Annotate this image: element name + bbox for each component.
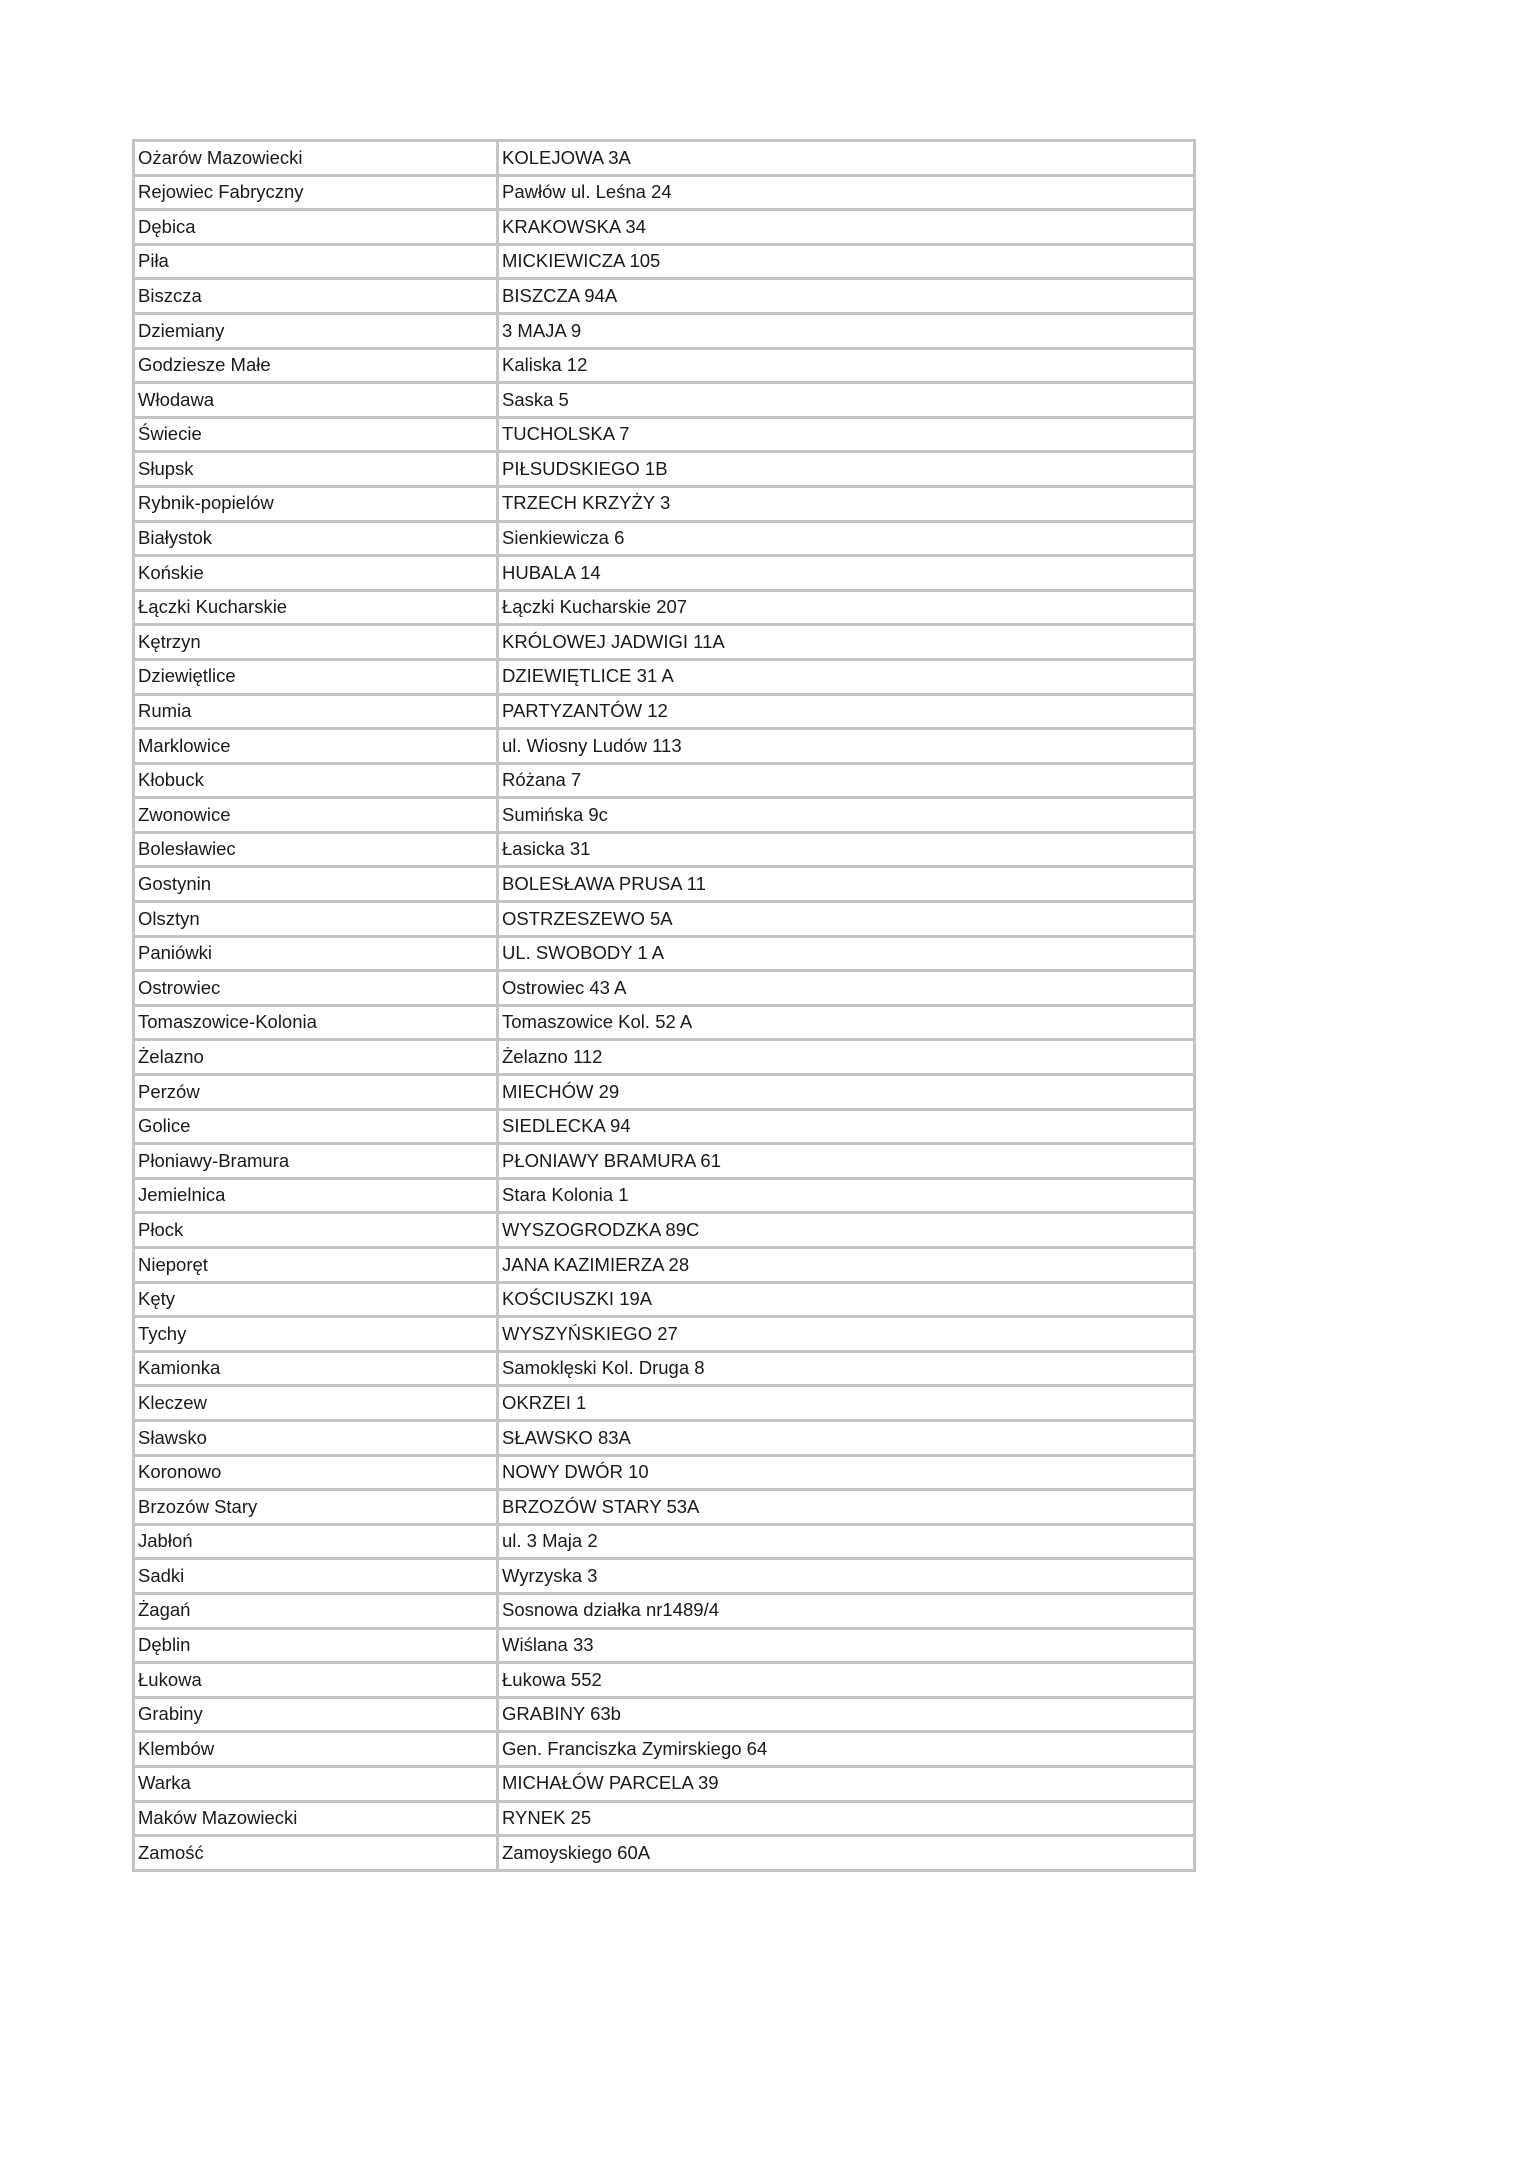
table-row [134, 1213, 1195, 1248]
address-cell: BOLESŁAWA PRUSA 11 [498, 867, 1195, 902]
town-cell: Płock [134, 1213, 498, 1248]
table-row [134, 590, 1195, 625]
address-cell: Pawłów ul. Leśna 24 [498, 175, 1195, 210]
address-cell: Tomaszowice Kol. 52 A [498, 1005, 1195, 1040]
town-cell: Świecie [134, 417, 498, 452]
address-cell: Wyrzyska 3 [498, 1559, 1195, 1594]
town-cell: Grabiny [134, 1697, 498, 1732]
table-row [134, 141, 1195, 176]
table-row [134, 1178, 1195, 1213]
table-row [134, 729, 1195, 764]
address-cell: BISZCZA 94A [498, 279, 1195, 314]
address-cell: MICKIEWICZA 105 [498, 244, 1195, 279]
town-cell: Perzów [134, 1075, 498, 1110]
address-cell: RYNEK 25 [498, 1801, 1195, 1836]
address-cell: Sienkiewicza 6 [498, 521, 1195, 556]
table-row [134, 1801, 1195, 1836]
town-cell: Warka [134, 1766, 498, 1801]
address-cell: Zamoyskiego 60A [498, 1836, 1195, 1871]
town-cell: Dębica [134, 210, 498, 245]
table-row [134, 244, 1195, 279]
town-cell: Ostrowiec [134, 971, 498, 1006]
address-cell: ul. 3 Maja 2 [498, 1524, 1195, 1559]
town-cell: Rejowiec Fabryczny [134, 175, 498, 210]
table-row [134, 313, 1195, 348]
town-cell: Marklowice [134, 729, 498, 764]
table-row [134, 1317, 1195, 1352]
address-cell: BRZOZÓW STARY 53A [498, 1490, 1195, 1525]
table-row [134, 1248, 1195, 1283]
address-cell: JANA KAZIMIERZA 28 [498, 1248, 1195, 1283]
address-cell: HUBALA 14 [498, 556, 1195, 591]
town-cell: Gostynin [134, 867, 498, 902]
town-cell: Golice [134, 1109, 498, 1144]
table-row [134, 971, 1195, 1006]
address-cell: 3 MAJA 9 [498, 313, 1195, 348]
town-cell: Piła [134, 244, 498, 279]
table-row [134, 1559, 1195, 1594]
town-cell: Nieporęt [134, 1248, 498, 1283]
address-cell: OKRZEI 1 [498, 1386, 1195, 1421]
table-row [134, 832, 1195, 867]
table-row [134, 1455, 1195, 1490]
address-cell: Żelazno 112 [498, 1040, 1195, 1075]
table-row [134, 867, 1195, 902]
table-row [134, 1697, 1195, 1732]
table-row [134, 521, 1195, 556]
table-row [134, 936, 1195, 971]
town-cell: Dziewiętlice [134, 659, 498, 694]
town-cell: Rybnik-popielów [134, 486, 498, 521]
table-row [134, 798, 1195, 833]
town-cell: Dęblin [134, 1628, 498, 1663]
table-row [134, 1351, 1195, 1386]
town-cell: Olsztyn [134, 902, 498, 937]
table-row [134, 1144, 1195, 1179]
table-row [134, 556, 1195, 591]
town-cell: Koronowo [134, 1455, 498, 1490]
town-cell: Kleczew [134, 1386, 498, 1421]
town-cell: Sławsko [134, 1420, 498, 1455]
address-cell: ul. Wiosny Ludów 113 [498, 729, 1195, 764]
town-cell: Żagań [134, 1593, 498, 1628]
town-cell: Końskie [134, 556, 498, 591]
town-cell: Sadki [134, 1559, 498, 1594]
town-cell: Tychy [134, 1317, 498, 1352]
table-row [134, 1005, 1195, 1040]
table-row [134, 1490, 1195, 1525]
table-row [134, 1420, 1195, 1455]
town-cell: Godziesze Małe [134, 348, 498, 383]
town-cell: Bolesławiec [134, 832, 498, 867]
address-cell: Łukowa 552 [498, 1663, 1195, 1698]
town-cell: Biszcza [134, 279, 498, 314]
town-cell: Rumia [134, 694, 498, 729]
town-cell: Żelazno [134, 1040, 498, 1075]
table-row [134, 1109, 1195, 1144]
address-cell: PŁONIAWY BRAMURA 61 [498, 1144, 1195, 1179]
table-row [134, 1628, 1195, 1663]
address-table-body [134, 141, 1195, 1871]
table-row [134, 1732, 1195, 1767]
town-cell: Dziemiany [134, 313, 498, 348]
table-row [134, 348, 1195, 383]
town-cell: Łączki Kucharskie [134, 590, 498, 625]
town-cell: Jemielnica [134, 1178, 498, 1213]
town-cell: Klembów [134, 1732, 498, 1767]
address-cell: Różana 7 [498, 763, 1195, 798]
table-row [134, 1766, 1195, 1801]
address-cell: Sumińska 9c [498, 798, 1195, 833]
table-row [134, 279, 1195, 314]
town-cell: Paniówki [134, 936, 498, 971]
address-cell: Saska 5 [498, 383, 1195, 418]
town-cell: Płoniawy-Bramura [134, 1144, 498, 1179]
address-cell: GRABINY 63b [498, 1697, 1195, 1732]
address-cell: SIEDLECKA 94 [498, 1109, 1195, 1144]
table-row [134, 1836, 1195, 1871]
town-cell: Jabłoń [134, 1524, 498, 1559]
table-row [134, 417, 1195, 452]
table-row [134, 383, 1195, 418]
address-cell: KOLEJOWA 3A [498, 141, 1195, 176]
address-cell: PIŁSUDSKIEGO 1B [498, 452, 1195, 487]
table-row [134, 694, 1195, 729]
table-row [134, 1075, 1195, 1110]
address-cell: Samoklęski Kol. Druga 8 [498, 1351, 1195, 1386]
town-cell: Kamionka [134, 1351, 498, 1386]
table-row [134, 486, 1195, 521]
table-row [134, 210, 1195, 245]
town-cell: Zwonowice [134, 798, 498, 833]
town-cell: Zamość [134, 1836, 498, 1871]
table-row [134, 1663, 1195, 1698]
address-cell: KRÓLOWEJ JADWIGI 11A [498, 625, 1195, 660]
address-cell: WYSZOGRODZKA 89C [498, 1213, 1195, 1248]
address-table [132, 139, 1196, 1872]
town-cell: Ożarów Mazowiecki [134, 141, 498, 176]
address-cell: KOŚCIUSZKI 19A [498, 1282, 1195, 1317]
town-cell: Tomaszowice-Kolonia [134, 1005, 498, 1040]
address-cell: MICHAŁÓW PARCELA 39 [498, 1766, 1195, 1801]
address-cell: NOWY DWÓR 10 [498, 1455, 1195, 1490]
address-cell: Łasicka 31 [498, 832, 1195, 867]
town-cell: Słupsk [134, 452, 498, 487]
town-cell: Łukowa [134, 1663, 498, 1698]
table-row [134, 1593, 1195, 1628]
address-cell: Stara Kolonia 1 [498, 1178, 1195, 1213]
address-cell: Wiślana 33 [498, 1628, 1195, 1663]
address-cell: DZIEWIĘTLICE 31 A [498, 659, 1195, 694]
table-row [134, 175, 1195, 210]
table-row [134, 1040, 1195, 1075]
address-cell: TRZECH KRZYŻY 3 [498, 486, 1195, 521]
town-cell: Kłobuck [134, 763, 498, 798]
town-cell: Brzozów Stary [134, 1490, 498, 1525]
address-cell: KRAKOWSKA 34 [498, 210, 1195, 245]
town-cell: Kętrzyn [134, 625, 498, 660]
address-cell: MIECHÓW 29 [498, 1075, 1195, 1110]
table-row [134, 452, 1195, 487]
town-cell: Maków Mazowiecki [134, 1801, 498, 1836]
town-cell: Kęty [134, 1282, 498, 1317]
address-cell: Gen. Franciszka Zymirskiego 64 [498, 1732, 1195, 1767]
address-cell: Łączki Kucharskie 207 [498, 590, 1195, 625]
table-row [134, 902, 1195, 937]
table-row [134, 763, 1195, 798]
table-row [134, 659, 1195, 694]
address-cell: SŁAWSKO 83A [498, 1420, 1195, 1455]
address-cell: Kaliska 12 [498, 348, 1195, 383]
address-cell: UL. SWOBODY 1 A [498, 936, 1195, 971]
table-row [134, 1282, 1195, 1317]
address-cell: WYSZYŃSKIEGO 27 [498, 1317, 1195, 1352]
address-cell: PARTYZANTÓW 12 [498, 694, 1195, 729]
address-cell: TUCHOLSKA 7 [498, 417, 1195, 452]
town-cell: Włodawa [134, 383, 498, 418]
address-cell: Ostrowiec 43 A [498, 971, 1195, 1006]
town-cell: Białystok [134, 521, 498, 556]
table-row [134, 625, 1195, 660]
address-cell: Sosnowa działka nr1489/4 [498, 1593, 1195, 1628]
table-row [134, 1524, 1195, 1559]
address-cell: OSTRZESZEWO 5A [498, 902, 1195, 937]
table-row [134, 1386, 1195, 1421]
